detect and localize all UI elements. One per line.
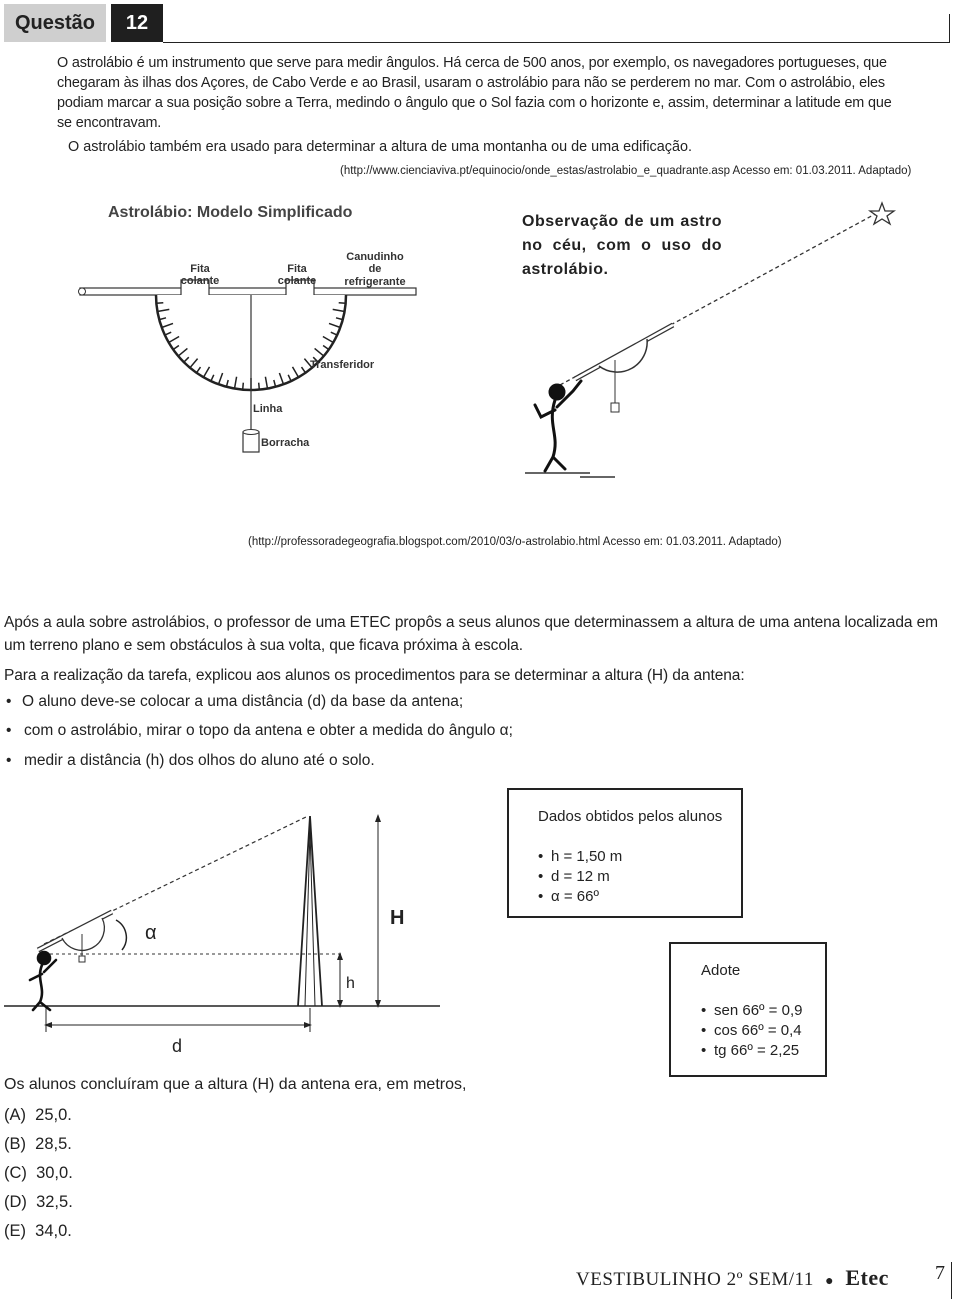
option-e-text: 34,0.	[35, 1222, 72, 1240]
option-e[interactable]	[4, 1222, 72, 1241]
adote-item-3: tg 66º = 2,25	[714, 1042, 800, 1059]
label-canudinho-line3: refrigerante	[344, 276, 406, 288]
option-d-text: 32,5.	[36, 1193, 73, 1211]
option-c-letter: (C)	[4, 1164, 27, 1182]
intro-paragraph-2: O astrolábio também era usado para determinar a altura de uma montanha ou de uma edificação.	[68, 139, 692, 155]
label-d: d	[172, 1036, 183, 1056]
bullet-3: medir a distância (h) dos olhos do aluno até o solo.	[24, 752, 375, 769]
option-a[interactable]	[4, 1106, 72, 1125]
bullet-dot-1: •	[6, 693, 12, 710]
observer-figure	[535, 381, 581, 471]
label-linha: Linha	[253, 403, 283, 415]
label-fita1-line1: Fita	[190, 263, 210, 275]
option-b-text: 28,5.	[35, 1135, 72, 1153]
body-paragraph-2: Para a realização da tarefa, explicou aos alunos os procedimentos para se determinar a altura (H) da antena:	[4, 667, 745, 684]
antenna-diagram	[0, 800, 500, 1070]
intro-paragraph-1: O astrolábio é um instrumento que serve para medir ângulos. Há cerca de 500 anos, por exemplo, os navegadores portugueses, que chegaram às ilhas dos Açores, de Cabo Verde e ao Brasil, usaram o astrolábio para não se perderem no mar. Com o astrolábio, eles podiam marcar a sua posição sobre a Terra, medindo o ângulo que o Sol fazia com o horizonte e, assim, determinar a latitude em que se encontravam.	[57, 55, 892, 131]
option-d[interactable]	[4, 1193, 73, 1212]
data-item-3-bullet: •	[538, 888, 544, 905]
label-canudinho-line2: de	[368, 263, 382, 275]
label-fita2-line2: colante	[277, 275, 317, 287]
adote-item-2: cos 66º = 0,4	[714, 1022, 802, 1039]
label-canudinho-line1: Canudinho	[346, 251, 404, 263]
label-alpha: α	[145, 922, 157, 944]
option-c[interactable]	[4, 1164, 73, 1183]
data-item-1: h = 1,50 m	[551, 848, 623, 865]
adote-item-1: sen 66º = 0,9	[714, 1002, 803, 1019]
astrolabe-diagram	[70, 240, 420, 460]
bullet-2: com o astrolábio, mirar o topo da antena e obter a medida do ângulo α;	[24, 722, 513, 739]
footer-brand: Etec	[845, 1265, 889, 1290]
label-fita2-line1: Fita	[287, 263, 307, 275]
option-d-letter: (D)	[4, 1193, 27, 1211]
question-stem: Os alunos concluíram que a altura (H) da antena era, em metros,	[4, 1076, 467, 1093]
option-c-text: 30,0.	[36, 1164, 73, 1182]
observation-caption: Observação de um astro no céu, com o uso do astrolábio.	[522, 213, 722, 278]
question-number: 12	[111, 4, 163, 42]
data-box-title: Dados obtidos pelos alunos	[538, 808, 723, 825]
adote-item-1-bullet: •	[701, 1002, 707, 1019]
label-borracha: Borracha	[261, 437, 310, 449]
label-h: h	[346, 975, 355, 992]
header-rule-end	[949, 14, 950, 43]
bullet-dot-2: •	[6, 722, 12, 739]
figure1-source: (http://professoradegeografia.blogspot.com/2010/03/o-astrolabio.html Acesso em: 01.03.2011. Adaptado)	[248, 536, 782, 548]
figure1-title: Astrolábio: Modelo Simplificado	[108, 204, 353, 221]
data-item-3: α = 66º	[551, 888, 599, 905]
footer-exam: VESTIBULINHO 2º SEM/11	[576, 1269, 814, 1290]
option-a-text: 25,0.	[35, 1106, 72, 1124]
question-label: Questão	[4, 4, 106, 42]
label-H: H	[390, 907, 405, 929]
data-item-2-bullet: •	[538, 868, 544, 885]
label-transferidor: Transferidor	[310, 359, 375, 371]
header-rule	[163, 42, 950, 43]
bullet-dot-3: •	[6, 752, 12, 769]
body-paragraph-1: Após a aula sobre astrolábios, o professor de uma ETEC propôs a seus alunos que determinassem a altura de uma antena localizada em um terreno plano e sem obstáculos à sua volta, que ficava próxima à escola.	[4, 614, 938, 654]
option-a-letter: (A)	[4, 1106, 26, 1124]
adote-box	[669, 942, 827, 1077]
student-figure	[30, 952, 56, 1010]
page-number: 7	[935, 1262, 945, 1284]
option-b[interactable]	[4, 1135, 72, 1154]
intro-source: (http://www.cienciaviva.pt/equinocio/onde_estas/astrolabio_e_quadrante.asp Acesso em: 01.03.2011. Adaptado)	[340, 165, 912, 177]
adote-item-2-bullet: •	[701, 1022, 707, 1039]
star-icon	[870, 203, 894, 224]
data-item-1-bullet: •	[538, 848, 544, 865]
page-rule	[951, 1262, 952, 1299]
label-fita1-line2: colante	[180, 275, 220, 287]
data-box	[507, 788, 743, 918]
star-observation-figure	[515, 195, 910, 490]
bullet-1: O aluno deve-se colocar a uma distância (d) da base da antena;	[22, 693, 464, 710]
option-b-letter: (B)	[4, 1135, 26, 1153]
adote-box-title: Adote	[701, 962, 741, 979]
adote-item-3-bullet: •	[701, 1042, 707, 1059]
data-item-2: d = 12 m	[551, 868, 610, 885]
footer	[576, 1265, 889, 1291]
option-e-letter: (E)	[4, 1222, 26, 1240]
footer-separator: ●	[825, 1274, 835, 1289]
